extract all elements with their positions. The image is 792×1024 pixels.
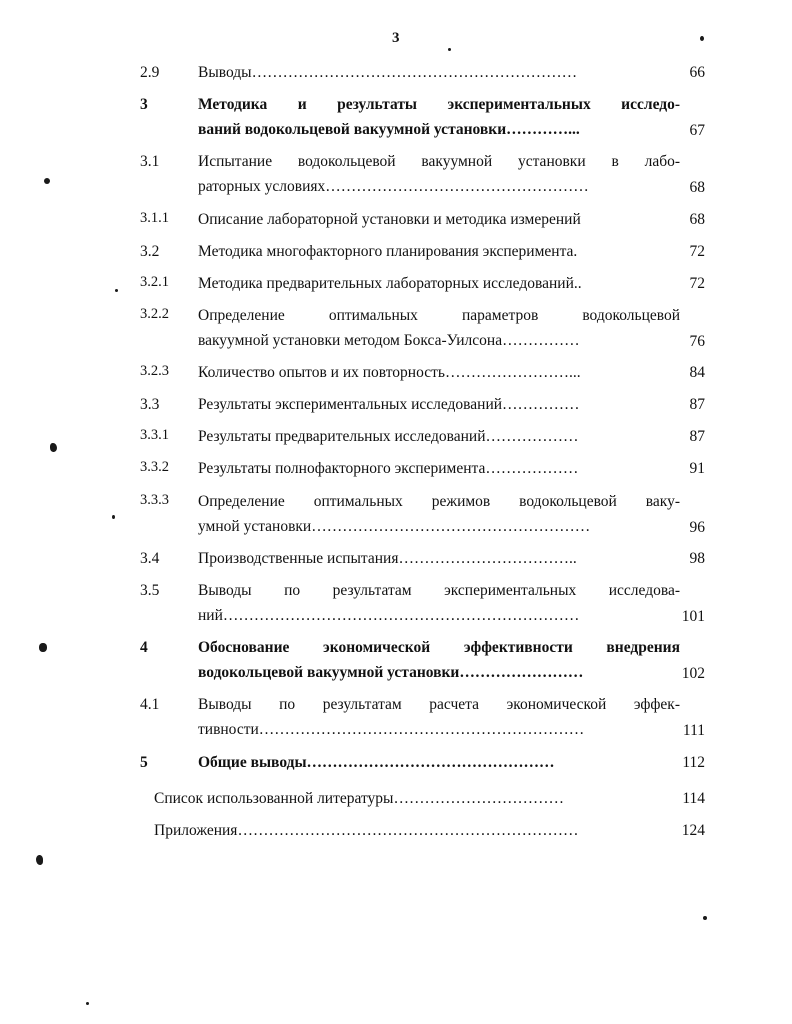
toc-entry-body <box>198 424 680 449</box>
scan-artifact-mark <box>700 36 704 41</box>
page-number: 3 <box>392 30 400 46</box>
toc-entry-title-cont: вакуумной установки методом Бокса-Уилсона…………… <box>198 331 580 349</box>
toc-entry-title: Определение оптимальных параметров водокольцевой <box>198 306 680 324</box>
toc-entry <box>140 360 705 385</box>
toc-entry-body <box>198 578 680 628</box>
table-of-contents <box>140 60 705 850</box>
toc-entry-title: Приложения………………………………………………………… <box>154 821 579 839</box>
toc-entry-title: Результаты полнофакторного эксперимента……………… <box>198 460 579 478</box>
toc-entry-title-cont: ваний водокольцевой вакуумной установки…………... <box>198 121 580 139</box>
toc-entry-page: 114 <box>682 789 705 807</box>
toc-entry-number: 3.5 <box>140 581 160 599</box>
scan-artifact-mark <box>448 48 451 51</box>
toc-entry-page: 67 <box>689 122 705 140</box>
toc-entry-number: 3.2.2 <box>140 305 169 322</box>
toc-entry-title: Список использованной литературы…………………………… <box>154 789 564 807</box>
toc-entry-page: 68 <box>689 179 705 197</box>
toc-entry <box>140 578 705 628</box>
toc-entry-body <box>140 818 680 843</box>
toc-entry-page: 72 <box>689 274 705 292</box>
toc-entry-title-cont: ний…………………………………………………………… <box>198 606 580 624</box>
toc-entry-body <box>198 239 680 264</box>
toc-entry-page: 112 <box>682 753 705 771</box>
toc-entry-page: 111 <box>682 722 705 740</box>
toc-entry-title: Выводы……………………………………………………… <box>198 64 578 81</box>
toc-entry-body <box>198 149 680 199</box>
toc-entry-page: 124 <box>681 821 705 839</box>
toc-entry <box>140 489 705 539</box>
toc-entry-page: 66 <box>689 64 705 81</box>
toc-entry <box>140 239 705 264</box>
toc-entry-page: 96 <box>689 518 705 536</box>
toc-entry-body <box>198 546 680 571</box>
toc-entry-page: 102 <box>681 665 705 683</box>
toc-entry-title: Определение оптимальных режимов водокольцевой ваку- <box>198 492 680 510</box>
scan-artifact-mark <box>86 1002 89 1005</box>
toc-entry-body <box>198 207 680 232</box>
toc-entry <box>140 692 705 742</box>
scan-artifact-mark <box>50 443 57 452</box>
toc-entry-number: 4.1 <box>140 696 160 714</box>
scan-artifact-mark <box>115 289 118 292</box>
scan-artifact-mark <box>703 916 707 920</box>
toc-entry-title: Описание лабораторной установки и методика измерений <box>198 210 581 228</box>
toc-entry-page: 91 <box>689 460 705 478</box>
toc-entry-page: 98 <box>689 549 705 567</box>
toc-entry-title: Методика и результаты экспериментальных исследо- <box>198 96 680 114</box>
toc-entry-title: Выводы по результатам расчета экономической эффек- <box>198 696 680 714</box>
toc-entry-title-cont: раторных условиях…………………………………………… <box>198 178 589 196</box>
toc-entry-number: 3.2.3 <box>140 363 169 380</box>
toc-entry <box>140 750 705 775</box>
toc-entry-page: 101 <box>681 607 705 625</box>
toc-entry-number: 2.9 <box>140 64 160 81</box>
scan-artifact-mark <box>36 855 43 865</box>
toc-entry-title: Результаты экспериментальных исследований…………… <box>198 396 580 414</box>
toc-entry-title: Производственные испытания…………………………….. <box>198 549 577 567</box>
toc-entry <box>140 303 705 353</box>
toc-entry <box>140 271 705 296</box>
toc-entry-page: 87 <box>689 396 705 414</box>
toc-entry-number: 5 <box>140 753 148 771</box>
toc-entry-number: 4 <box>140 639 148 657</box>
scan-artifact-mark <box>112 515 115 519</box>
toc-entry-title: Общие выводы………………………………………… <box>198 753 555 771</box>
toc-entry-page: 72 <box>689 242 705 260</box>
toc-entry-number: 3 <box>140 96 148 114</box>
toc-entry <box>140 546 705 571</box>
toc-entry-title: Результаты предварительных исследований……………… <box>198 428 579 446</box>
toc-entry-number: 3.2 <box>140 242 160 260</box>
toc-entry <box>140 818 705 843</box>
toc-entry-number: 3.1.1 <box>140 209 169 226</box>
toc-entry-title: Испытание водокольцевой вакуумной установки в лабо- <box>198 153 680 171</box>
toc-entry-body <box>198 456 680 481</box>
toc-entry-number: 3.3.2 <box>140 459 169 476</box>
toc-entry-page: 84 <box>689 364 705 382</box>
toc-entry-title-cont: водокольцевой вакуумной установки…………………… <box>198 664 584 682</box>
toc-entry-body <box>198 692 680 742</box>
toc-entry-body <box>198 92 680 142</box>
toc-entry-title: Методика многофакторного планирования эксперимента. <box>198 242 578 260</box>
toc-entry-body <box>198 360 680 385</box>
toc-entry-body <box>198 60 680 85</box>
toc-entry <box>140 149 705 199</box>
toc-entry-body <box>198 489 680 539</box>
toc-entry-number: 3.3 <box>140 396 160 414</box>
toc-entry-number: 3.3.1 <box>140 427 169 444</box>
scan-artifact-mark <box>44 178 50 184</box>
toc-entry-number: 3.3.3 <box>140 491 169 508</box>
toc-entry-title: Выводы по результатам экспериментальных исследова- <box>198 581 680 599</box>
toc-entry-body <box>198 635 680 685</box>
toc-entry-title-cont: умной установки……………………………………………… <box>198 517 591 535</box>
toc-entry <box>140 60 705 85</box>
toc-entry <box>140 635 705 685</box>
scan-artifact-mark <box>39 643 47 652</box>
toc-entry-page: 87 <box>689 428 705 446</box>
toc-entry-page: 68 <box>689 210 705 228</box>
toc-entry-body <box>198 271 680 296</box>
toc-entry <box>140 786 705 811</box>
toc-entry-body <box>198 303 680 353</box>
toc-entry <box>140 456 705 481</box>
toc-entry-number: 3.1 <box>140 153 160 171</box>
toc-entry-number: 3.4 <box>140 549 160 567</box>
toc-entry-page: 76 <box>689 332 705 350</box>
toc-entry-title: Обоснование экономической эффективности внедрения <box>198 639 680 657</box>
toc-entry <box>140 424 705 449</box>
toc-entry-title: Методика предварительных лабораторных исследований.. <box>198 274 582 292</box>
toc-entry-number: 3.2.1 <box>140 273 169 290</box>
toc-entry-title: Количество опытов и их повторность……………………... <box>198 364 581 382</box>
toc-entry <box>140 207 705 232</box>
toc-entry <box>140 92 705 142</box>
toc-entry-title-cont: тивности……………………………………………………… <box>198 721 585 739</box>
toc-entry-body <box>198 392 680 417</box>
toc-entry <box>140 392 705 417</box>
toc-entry-body <box>198 750 680 775</box>
toc-entry-body <box>140 786 680 811</box>
